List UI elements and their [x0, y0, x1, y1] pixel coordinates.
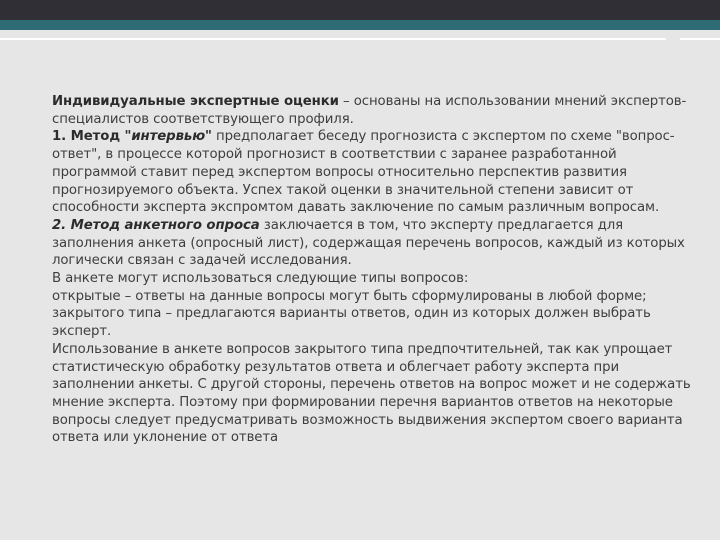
paragraph-question-types: В анкете могут использоваться следующие типы вопросов:	[52, 271, 469, 287]
divider-line-short	[680, 38, 720, 40]
paragraph-individual-assessments	[52, 93, 692, 128]
interview-description: предполагает беседу прогнозиста с экспертом по схеме "вопрос-ответ", в процессе которой прогнозист в соответствии с заранее разработанной программой ставит перед экспертом вопросы относительно перспектив развития прогнозируемого объекта. Успех такой оценки в значительной степени зависит от способности эксперта экспромтом давать заключение по самым различным вопросам.	[52, 129, 675, 216]
method-name-interview: "интервью"	[124, 129, 212, 145]
paragraph-closed-preference: Использование в анкете вопросов закрытого типа предпочтительней, так как упрощает статистическую обработку результатов ответа и облегчает работу эксперта при заполнении анкеты. С другой стороны, перечень ответов на вопрос может и не содержать мнение эксперта. Поэтому при формировании перечня вариантов ответов на некоторые вопросы следует предусматривать возможность выдвижения экспертом своего варианта ответа или уклонение от ответа	[52, 341, 691, 446]
questionnaire-description: заключается в том, что эксперту предлагается для заполнения анкета (опросный лист), содержащая перечень вопросов, каждый из которых логически связан с задачей исследования.	[52, 217, 685, 269]
definition-text: – основаны на использовании мнений экспертов-специалистов соответствующего профиля.	[52, 94, 687, 127]
term-individual-assessments: Индивидуальные экспертные оценки	[52, 94, 339, 109]
accent-strip	[0, 20, 720, 30]
header-band	[0, 0, 720, 20]
slide-body	[52, 93, 692, 447]
paragraph-open-questions: открытые – ответы на данные вопросы могут быть сформулированы в любой форме;	[52, 288, 647, 304]
divider-line	[0, 38, 666, 40]
paragraph-closed-questions: закрытого типа – предлагаются варианты ответов, один из которых должен выбрать эксперт.	[52, 306, 651, 340]
paragraph-interview-method	[52, 128, 692, 217]
paragraph-questionnaire-method	[52, 217, 692, 270]
method-name-questionnaire: 2. Метод анкетного опроса	[52, 217, 260, 233]
method-number-1: 1. Метод	[52, 129, 125, 145]
